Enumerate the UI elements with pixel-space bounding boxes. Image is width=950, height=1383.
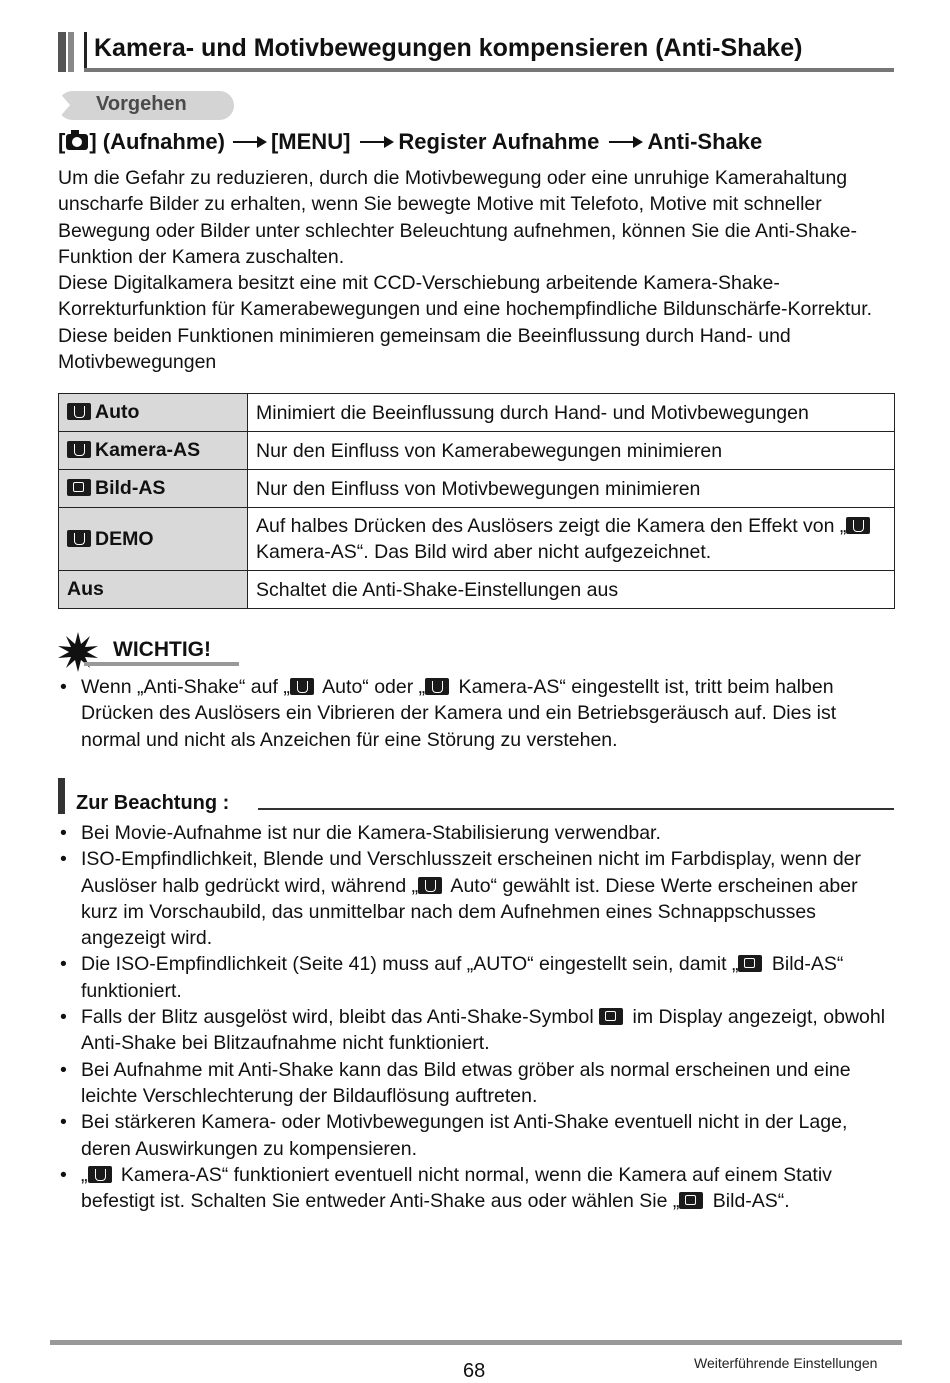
list-item: • Bei Aufnahme mit Anti-Shake kann das Bild etwas gröber als normal erscheinen und eine leichte Verschlechterung der Bildauflösung auftreten.	[58, 1057, 898, 1110]
hand-shake-icon	[846, 517, 870, 534]
item-text: im Display angezeigt, obwohl Anti-Shake bei Blitzaufnahme nicht funktioniert.	[81, 1006, 886, 1055]
mode-description: Minimiert die Beeinflussung durch Hand- und Motivbewegungen	[248, 394, 895, 432]
item-text: Kamera-AS“ funktioniert eventuell nicht normal, wenn die Kamera auf einem Stativ befestigt ist. Schalten Sie entweder Anti-Shake aus oder wählen Sie „	[81, 1163, 832, 1213]
image-shake-icon	[67, 479, 91, 496]
mode-description	[248, 508, 895, 571]
mode-name: Bild-AS	[95, 477, 166, 499]
hand-shake-icon	[290, 678, 314, 695]
table-row	[59, 470, 895, 508]
notes-rule	[258, 808, 894, 810]
title-accent-bar-light	[68, 32, 74, 72]
important-label: WICHTIG!	[113, 638, 211, 661]
hand-shake-icon	[418, 877, 442, 894]
mode-name-cell	[59, 394, 248, 432]
page-number: 68	[463, 1360, 486, 1382]
list-item	[58, 1004, 898, 1057]
item-text: Auto“ oder „	[317, 676, 426, 698]
notes-label: Zur Beachtung :	[76, 792, 230, 814]
title-accent-bar	[58, 32, 66, 72]
intro-paragraph-1: Um die Gefahr zu reduzieren, durch die Motivbewegung oder eine unruhige Kamerahaltung unscharfe Bilder zu erhalten, wenn Sie bewegte Motive mit Telefoto, Motive mit schneller Bewegung oder Bilder unter schlechter Beleuchtung aufnehmen, können Sie die Anti-Shake-Funktion der Kamera zuschalten.	[58, 167, 857, 268]
list-item: • Bei Movie-Aufnahme ist nur die Kamera-Stabilisierung verwendbar.	[58, 820, 898, 846]
hand-shake-icon	[425, 678, 449, 695]
footer-section: Weiterführende Einstellungen	[694, 1355, 878, 1371]
arrow-icon	[233, 141, 265, 143]
intro-paragraph-2: Diese Digitalkamera besitzt eine mit CCD-Verschiebung arbeitende Kamera-Shake-Korrekturfunktion für Kamerabewegungen und eine hochempfindliche Bildunschärfe-Korrektur. Diese beiden Funktionen minimieren gemeinsam die Beeinflussung durch Hand- und Motivbewegungen	[58, 272, 873, 373]
item-text: Bild-AS“.	[707, 1190, 790, 1213]
mode-description: Schaltet die Anti-Shake-Einstellungen aus	[248, 571, 895, 609]
procedure-step-menu: [MENU]	[270, 129, 351, 154]
image-shake-icon	[599, 1008, 623, 1025]
item-text: Auto“ gewählt ist. Diese Werte erscheinen aber kurz im Vorschaubild, das unmittelbar nach dem Aufnehmen eines Schnappschusses angezeigt wird.	[81, 874, 858, 950]
hand-shake-icon	[67, 441, 91, 458]
item-text: ISO-Empfindlichkeit, Blende und Verschlusszeit erscheinen nicht im Farbdisplay, wenn der Auslöser halb gedrückt wird, während „	[81, 848, 862, 897]
procedure-bracket: [	[58, 129, 66, 154]
list-item	[58, 1162, 898, 1215]
mode-name: Kamera-AS	[95, 439, 201, 461]
mode-name-cell	[59, 508, 248, 571]
item-text: Die ISO-Empfindlichkeit (Seite 41) muss auf „AUTO“ eingestellt sein, damit „	[81, 953, 739, 976]
table-row	[59, 432, 895, 470]
mode-name-cell	[59, 432, 248, 470]
list-item	[58, 674, 898, 753]
item-text: „	[81, 1163, 88, 1186]
image-shake-icon	[738, 955, 762, 972]
list-item	[58, 951, 898, 1004]
table-row	[59, 394, 895, 432]
procedure-pill-notch	[58, 91, 70, 119]
mode-table	[58, 393, 895, 609]
list-item: • Bei stärkeren Kamera- oder Motivbewegungen ist Anti-Shake eventuell nicht in der Lage, deren Auswirkungen zu kompensieren.	[58, 1109, 898, 1162]
title-underline	[84, 68, 894, 72]
page-title: Kamera- und Motivbewegungen kompensieren (Anti-Shake)	[94, 34, 803, 62]
procedure-step-register: Register Aufnahme	[398, 129, 600, 154]
mode-name: Aus	[59, 571, 248, 609]
item-text: Kamera-AS“ eingestellt ist, tritt beim halben Drücken des Auslösers ein Vibrieren der Kamera und ein Betriebsgeräusch auf. Dies ist normal und nicht als Anzeichen für eine Störung zu verstehen.	[81, 676, 837, 751]
mode-name-cell	[59, 470, 248, 508]
description-text: Auf halbes Drücken des Auslösers zeigt die Kamera den Effekt von „	[256, 515, 847, 537]
mode-description: Nur den Einfluss von Kamerabewegungen minimieren	[248, 432, 895, 470]
mode-name: DEMO	[95, 527, 154, 550]
important-underline	[84, 662, 239, 666]
item-text: Wenn „Anti-Shake“ auf „	[81, 676, 290, 698]
list-item	[58, 846, 898, 951]
notes-list	[58, 820, 898, 1214]
arrow-icon	[609, 141, 641, 143]
item-text: Bild-AS“ funktioniert.	[81, 953, 844, 1002]
table-row	[59, 508, 895, 571]
hand-shake-icon	[67, 403, 91, 420]
table-row	[59, 571, 895, 609]
procedure-step-antishake: Anti-Shake	[647, 129, 763, 154]
important-burst-icon	[58, 632, 98, 672]
footer-rule	[50, 1340, 902, 1345]
mode-description: Nur den Einfluss von Motivbewegungen minimieren	[248, 470, 895, 508]
item-text: Falls der Blitz ausgelöst wird, bleibt das Anti-Shake-Symbol	[81, 1006, 600, 1029]
arrow-icon	[360, 141, 392, 143]
procedure-path	[58, 129, 762, 155]
hand-shake-icon	[67, 530, 91, 547]
notes-accent-bar	[58, 778, 65, 814]
camera-icon	[66, 134, 88, 150]
image-shake-icon	[679, 1192, 703, 1209]
important-list	[58, 674, 898, 753]
procedure-step-aufnahme: ] (Aufnahme)	[89, 129, 225, 154]
description-text: Kamera-AS“. Das Bild wird aber nicht aufgezeichnet.	[256, 541, 712, 563]
mode-name: Auto	[95, 401, 140, 423]
hand-shake-icon	[88, 1166, 112, 1183]
procedure-label: Vorgehen	[96, 93, 187, 115]
